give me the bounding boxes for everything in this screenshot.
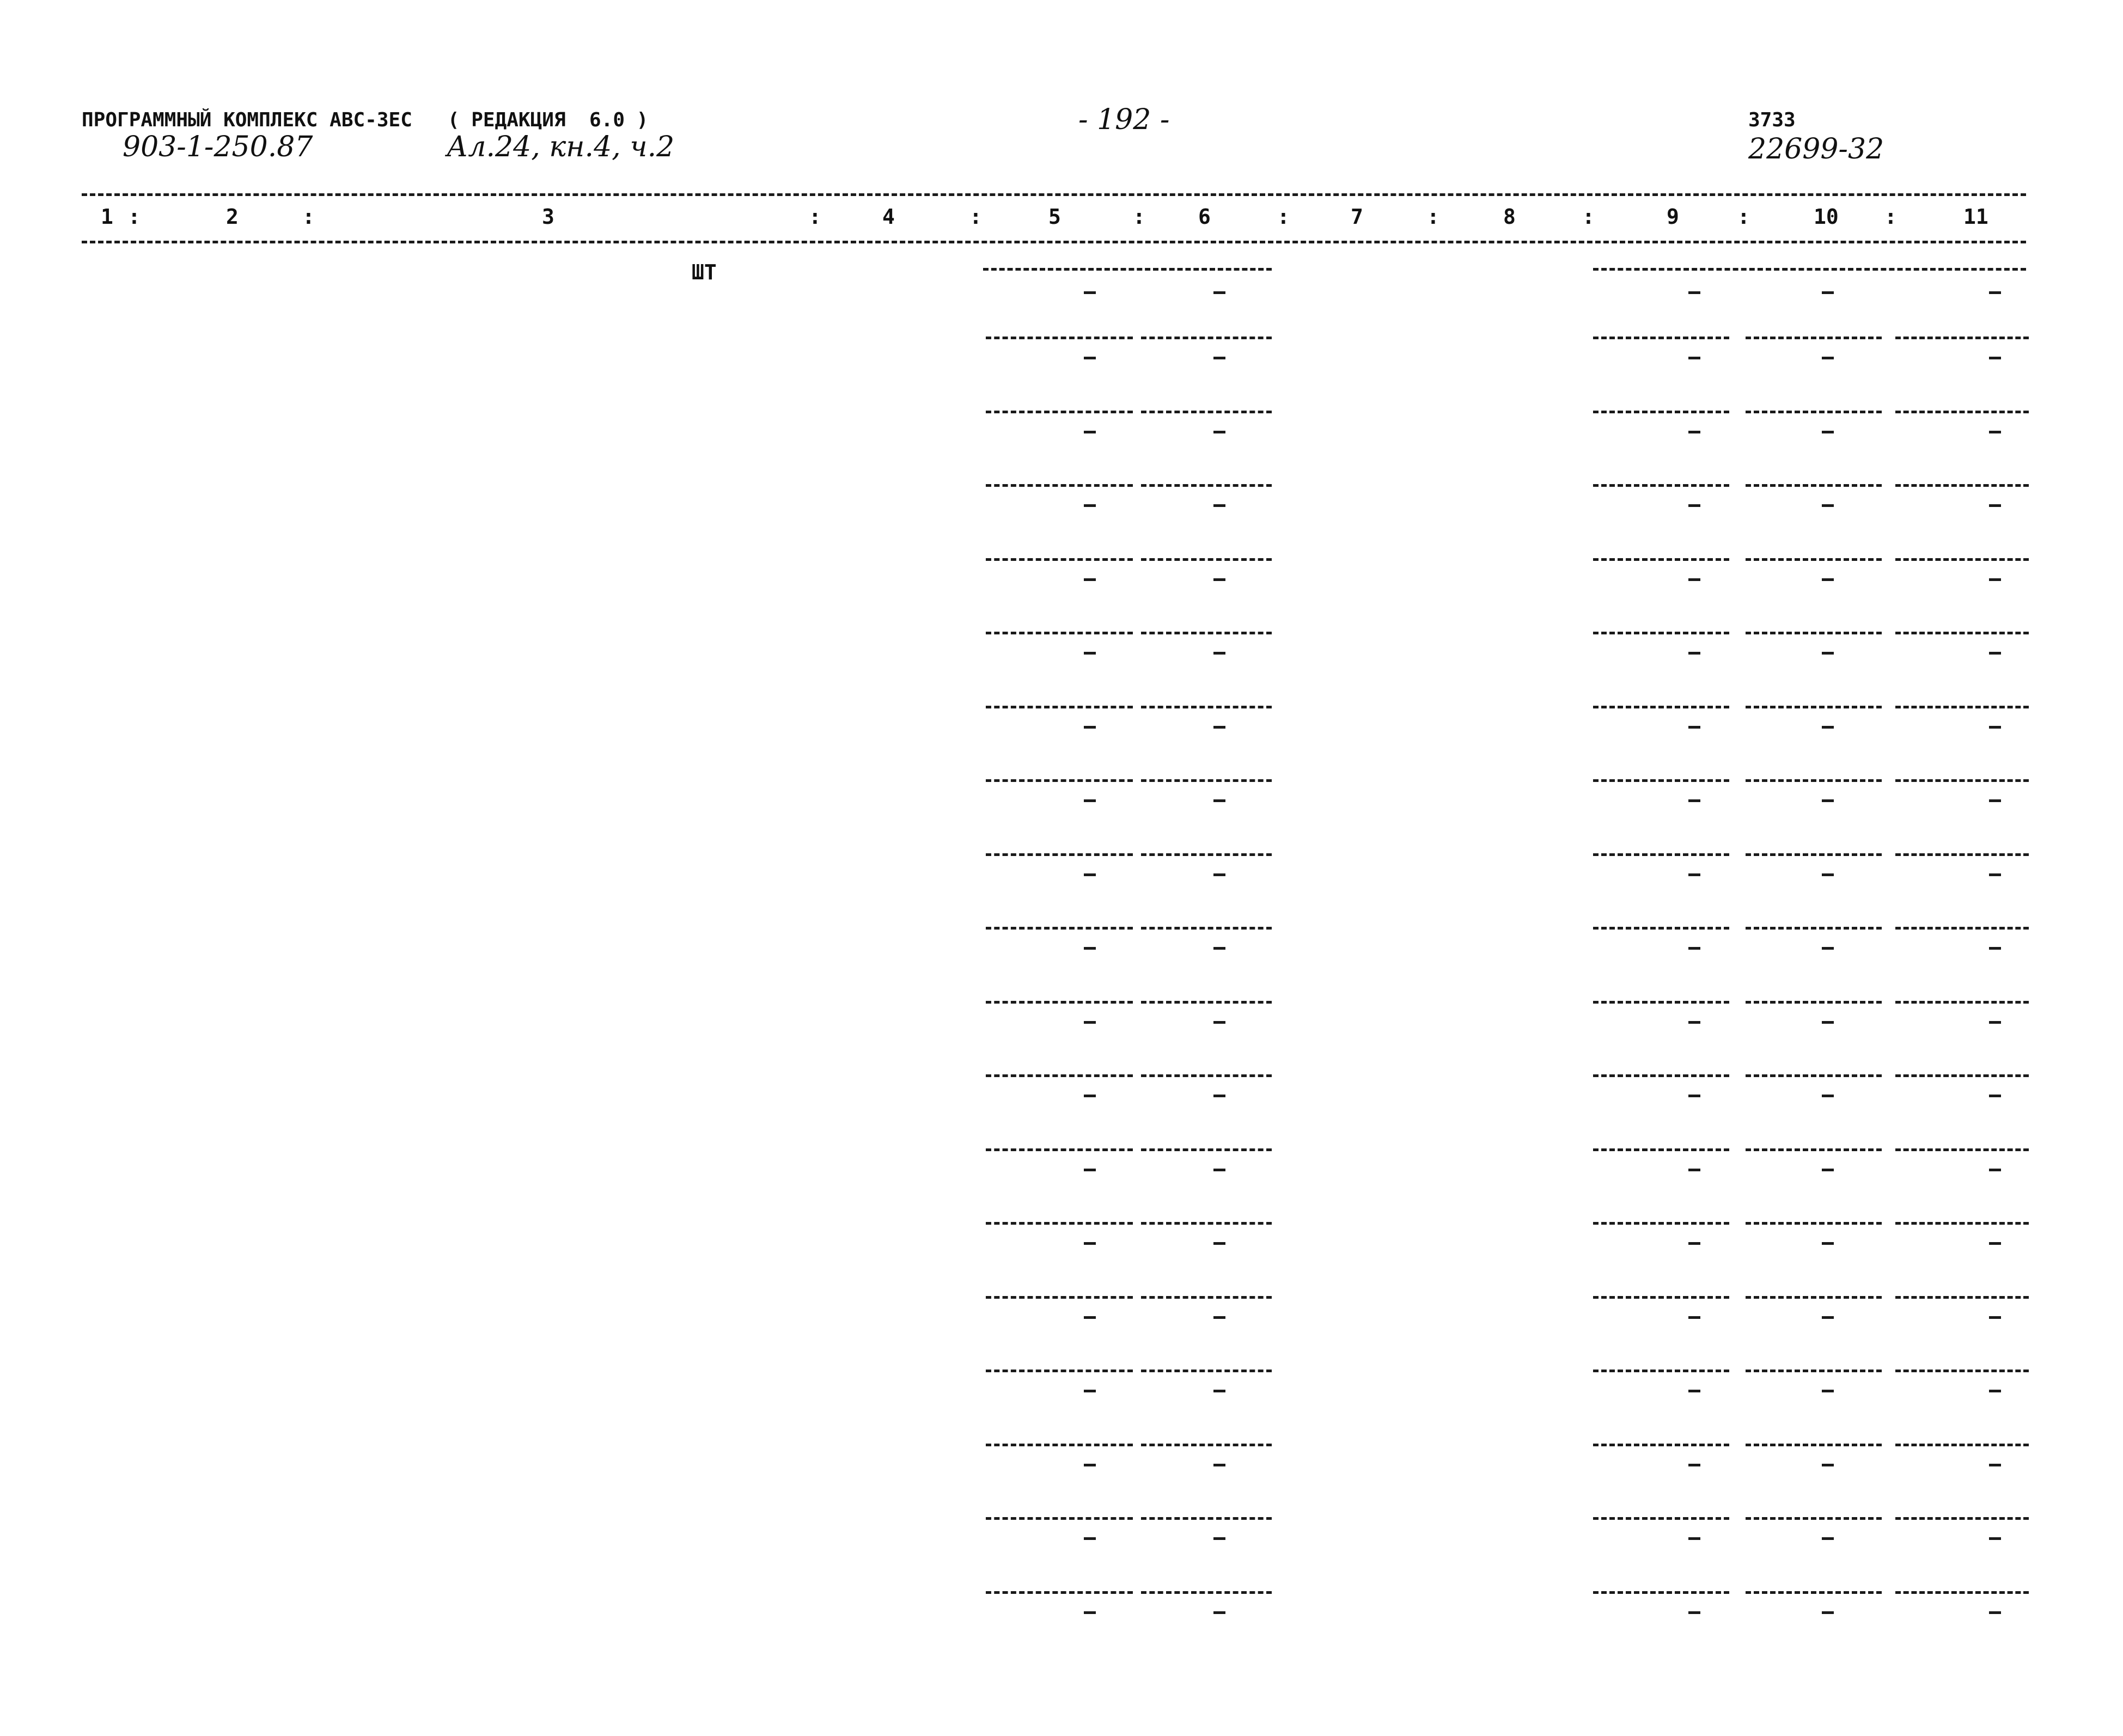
column-separator: : [809, 205, 821, 229]
row-separator-col5 [986, 1444, 1133, 1446]
row-placeholder-col5 [1084, 1464, 1096, 1466]
project-number: 903-1-250.87 [123, 131, 313, 163]
row-separator-col11 [1895, 1296, 2029, 1299]
row-separator-col9 [1593, 1296, 1729, 1299]
row-placeholder-col5 [1084, 578, 1096, 581]
row-separator-col5 [986, 706, 1133, 708]
row-placeholder-col9 [1688, 1464, 1700, 1466]
row-placeholder-col6 [1213, 578, 1225, 581]
row-placeholder-col10 [1822, 1537, 1834, 1540]
row-separator-col10 [1746, 632, 1882, 634]
row-placeholder-col6 [1213, 1095, 1225, 1097]
column-separator: : [1737, 205, 1750, 229]
row-separator-col10 [1746, 1222, 1882, 1225]
header-rule-bottom [82, 241, 2026, 243]
row-separator-col11 [1895, 1001, 2029, 1004]
row-separator-col11 [1895, 853, 2029, 856]
top-unit: ШТ [692, 260, 717, 284]
row-separator-col6 [1141, 706, 1272, 708]
row-separator-col11 [1895, 779, 2029, 782]
column-header-4: 4 [882, 205, 895, 229]
row-placeholder-col11 [1989, 1611, 2001, 1614]
row-placeholder-col9 [1688, 799, 1700, 802]
row-separator-col6 [1141, 1148, 1272, 1151]
row-placeholder-col6 [1213, 1316, 1225, 1319]
column-separator: : [1427, 205, 1439, 229]
row-separator-col9 [1593, 1370, 1729, 1372]
row-separator-col11 [1895, 337, 2029, 339]
row-placeholder-col6 [1213, 726, 1225, 729]
column-header-1: 1 [101, 205, 113, 229]
row-placeholder-col6 [1213, 1537, 1225, 1540]
top-placeholder-col11 [1989, 291, 2001, 294]
row-placeholder-col9 [1688, 947, 1700, 950]
row-separator-col5 [986, 337, 1133, 339]
row-placeholder-col5 [1084, 799, 1096, 802]
row-placeholder-col11 [1989, 504, 2001, 507]
row-placeholder-col11 [1989, 726, 2001, 729]
row-placeholder-col9 [1688, 1021, 1700, 1024]
row-placeholder-col5 [1084, 357, 1096, 359]
row-placeholder-col11 [1989, 799, 2001, 802]
row-placeholder-col6 [1213, 1390, 1225, 1392]
program-title: ПРОГРАММНЫЙ КОМПЛЕКС АВС-3ЕС ( РЕДАКЦИЯ 6.0 ) [82, 109, 649, 131]
top-separator-5-6 [983, 268, 1272, 271]
row-separator-col5 [986, 558, 1133, 561]
row-separator-col5 [986, 1517, 1133, 1520]
row-separator-col5 [986, 1001, 1133, 1004]
row-placeholder-col5 [1084, 1021, 1096, 1024]
row-separator-col6 [1141, 558, 1272, 561]
top-placeholder-col6 [1213, 291, 1225, 294]
page-number: - 192 - [1078, 103, 1170, 136]
row-separator-col5 [986, 1296, 1133, 1299]
row-separator-col9 [1593, 1591, 1729, 1594]
row-separator-col5 [986, 484, 1133, 487]
row-placeholder-col10 [1822, 504, 1834, 507]
row-placeholder-col6 [1213, 504, 1225, 507]
row-placeholder-col9 [1688, 1390, 1700, 1392]
top-separator-9-11 [1593, 268, 2026, 271]
row-placeholder-col11 [1989, 431, 2001, 433]
row-separator-col11 [1895, 1591, 2029, 1594]
row-placeholder-col10 [1822, 799, 1834, 802]
row-placeholder-col9 [1688, 652, 1700, 655]
column-header-10: 10 [1814, 205, 1839, 229]
row-placeholder-col10 [1822, 726, 1834, 729]
column-header-5: 5 [1048, 205, 1061, 229]
row-separator-col10 [1746, 1296, 1882, 1299]
row-placeholder-col5 [1084, 947, 1096, 950]
column-separator: : [1133, 205, 1145, 229]
row-placeholder-col10 [1822, 1021, 1834, 1024]
row-separator-col10 [1746, 779, 1882, 782]
row-separator-col6 [1141, 484, 1272, 487]
row-placeholder-col11 [1989, 1316, 2001, 1319]
row-placeholder-col10 [1822, 947, 1834, 950]
row-separator-col9 [1593, 411, 1729, 413]
row-placeholder-col11 [1989, 947, 2001, 950]
row-separator-col6 [1141, 1001, 1272, 1004]
row-placeholder-col10 [1822, 357, 1834, 359]
row-placeholder-col9 [1688, 431, 1700, 433]
row-separator-col9 [1593, 706, 1729, 708]
column-separator: : [128, 205, 141, 229]
row-placeholder-col10 [1822, 1390, 1834, 1392]
row-separator-col5 [986, 411, 1133, 413]
top-placeholder-col10 [1822, 291, 1834, 294]
row-separator-col5 [986, 1222, 1133, 1225]
row-placeholder-col10 [1822, 578, 1834, 581]
doc-code: 3733 [1748, 109, 1796, 131]
row-separator-col10 [1746, 927, 1882, 930]
column-header-11: 11 [1963, 205, 1988, 229]
row-placeholder-col11 [1989, 1095, 2001, 1097]
row-separator-col10 [1746, 411, 1882, 413]
row-separator-col11 [1895, 411, 2029, 413]
row-separator-col11 [1895, 1074, 2029, 1077]
top-placeholder-col5 [1084, 291, 1096, 294]
row-placeholder-col10 [1822, 1464, 1834, 1466]
row-placeholder-col11 [1989, 1242, 2001, 1245]
row-placeholder-col6 [1213, 1611, 1225, 1614]
row-separator-col6 [1141, 1370, 1272, 1372]
row-placeholder-col10 [1822, 873, 1834, 876]
row-placeholder-col10 [1822, 1169, 1834, 1171]
row-placeholder-col5 [1084, 1390, 1096, 1392]
row-separator-col5 [986, 1591, 1133, 1594]
row-placeholder-col11 [1989, 1464, 2001, 1466]
row-placeholder-col9 [1688, 578, 1700, 581]
row-placeholder-col6 [1213, 1169, 1225, 1171]
row-placeholder-col9 [1688, 1611, 1700, 1614]
row-separator-col10 [1746, 337, 1882, 339]
row-separator-col5 [986, 853, 1133, 856]
row-placeholder-col9 [1688, 1316, 1700, 1319]
row-placeholder-col9 [1688, 1242, 1700, 1245]
row-separator-col6 [1141, 632, 1272, 634]
row-separator-col6 [1141, 1591, 1272, 1594]
row-separator-col6 [1141, 1296, 1272, 1299]
row-separator-col6 [1141, 337, 1272, 339]
row-placeholder-col9 [1688, 357, 1700, 359]
row-placeholder-col10 [1822, 1611, 1834, 1614]
column-separator: : [1582, 205, 1595, 229]
row-separator-col10 [1746, 484, 1882, 487]
row-placeholder-col11 [1989, 1169, 2001, 1171]
row-separator-col6 [1141, 853, 1272, 856]
column-separator: : [1277, 205, 1290, 229]
row-separator-col9 [1593, 1148, 1729, 1151]
row-separator-col9 [1593, 1222, 1729, 1225]
row-separator-col9 [1593, 779, 1729, 782]
row-placeholder-col5 [1084, 1242, 1096, 1245]
top-placeholder-col9 [1688, 291, 1700, 294]
row-separator-col9 [1593, 853, 1729, 856]
row-separator-col10 [1746, 853, 1882, 856]
row-placeholder-col10 [1822, 652, 1834, 655]
column-header-2: 2 [226, 205, 239, 229]
row-separator-col9 [1593, 558, 1729, 561]
row-separator-col5 [986, 632, 1133, 634]
row-separator-col6 [1141, 1517, 1272, 1520]
row-placeholder-col11 [1989, 1537, 2001, 1540]
row-placeholder-col6 [1213, 357, 1225, 359]
album-reference: Ал.24, кн.4, ч.2 [447, 131, 675, 163]
row-placeholder-col11 [1989, 357, 2001, 359]
row-separator-col6 [1141, 1222, 1272, 1225]
row-placeholder-col9 [1688, 1537, 1700, 1540]
row-separator-col6 [1141, 1074, 1272, 1077]
row-separator-col9 [1593, 927, 1729, 930]
row-separator-col5 [986, 927, 1133, 930]
row-separator-col9 [1593, 1444, 1729, 1446]
row-placeholder-col5 [1084, 1537, 1096, 1540]
row-placeholder-col6 [1213, 873, 1225, 876]
doc-number: 22699-32 [1748, 133, 1884, 166]
row-separator-col11 [1895, 1222, 2029, 1225]
row-placeholder-col5 [1084, 1611, 1096, 1614]
row-separator-col10 [1746, 1001, 1882, 1004]
row-separator-col9 [1593, 632, 1729, 634]
column-header-6: 6 [1198, 205, 1211, 229]
row-placeholder-col6 [1213, 1021, 1225, 1024]
row-placeholder-col9 [1688, 1095, 1700, 1097]
row-separator-col6 [1141, 411, 1272, 413]
row-placeholder-col5 [1084, 652, 1096, 655]
row-separator-col11 [1895, 484, 2029, 487]
row-separator-col11 [1895, 632, 2029, 634]
row-separator-col11 [1895, 558, 2029, 561]
row-placeholder-col10 [1822, 431, 1834, 433]
row-placeholder-col11 [1989, 578, 2001, 581]
row-placeholder-col5 [1084, 431, 1096, 433]
row-placeholder-col5 [1084, 726, 1096, 729]
row-placeholder-col6 [1213, 1464, 1225, 1466]
row-separator-col5 [986, 1148, 1133, 1151]
row-separator-col10 [1746, 706, 1882, 708]
row-separator-col6 [1141, 1444, 1272, 1446]
column-header-3: 3 [542, 205, 554, 229]
row-placeholder-col9 [1688, 1169, 1700, 1171]
row-placeholder-col9 [1688, 726, 1700, 729]
row-placeholder-col9 [1688, 873, 1700, 876]
row-placeholder-col11 [1989, 873, 2001, 876]
row-separator-col10 [1746, 1074, 1882, 1077]
row-placeholder-col6 [1213, 799, 1225, 802]
row-separator-col10 [1746, 1591, 1882, 1594]
row-separator-col9 [1593, 337, 1729, 339]
column-header-9: 9 [1667, 205, 1679, 229]
row-separator-col9 [1593, 1001, 1729, 1004]
row-placeholder-col6 [1213, 652, 1225, 655]
row-placeholder-col5 [1084, 1095, 1096, 1097]
row-separator-col10 [1746, 558, 1882, 561]
row-placeholder-col10 [1822, 1095, 1834, 1097]
row-separator-col9 [1593, 1517, 1729, 1520]
row-separator-col5 [986, 1074, 1133, 1077]
row-separator-col11 [1895, 706, 2029, 708]
row-separator-col10 [1746, 1370, 1882, 1372]
row-placeholder-col5 [1084, 504, 1096, 507]
row-separator-col5 [986, 1370, 1133, 1372]
row-separator-col11 [1895, 1517, 2029, 1520]
row-placeholder-col9 [1688, 504, 1700, 507]
row-separator-col11 [1895, 927, 2029, 930]
row-placeholder-col11 [1989, 652, 2001, 655]
column-separator: : [969, 205, 982, 229]
row-placeholder-col6 [1213, 431, 1225, 433]
row-placeholder-col6 [1213, 1242, 1225, 1245]
row-separator-col6 [1141, 927, 1272, 930]
row-separator-col5 [986, 779, 1133, 782]
header-rule-top [82, 193, 2026, 196]
row-separator-col11 [1895, 1370, 2029, 1372]
row-placeholder-col10 [1822, 1242, 1834, 1245]
row-separator-col9 [1593, 1074, 1729, 1077]
row-separator-col9 [1593, 484, 1729, 487]
row-separator-col11 [1895, 1444, 2029, 1446]
row-placeholder-col11 [1989, 1390, 2001, 1392]
row-separator-col6 [1141, 779, 1272, 782]
row-placeholder-col5 [1084, 1316, 1096, 1319]
row-separator-col10 [1746, 1148, 1882, 1151]
row-placeholder-col6 [1213, 947, 1225, 950]
column-header-8: 8 [1503, 205, 1516, 229]
row-separator-col10 [1746, 1517, 1882, 1520]
row-separator-col11 [1895, 1148, 2029, 1151]
column-separator: : [1884, 205, 1897, 229]
row-placeholder-col5 [1084, 873, 1096, 876]
row-placeholder-col5 [1084, 1169, 1096, 1171]
column-separator: : [302, 205, 315, 229]
row-placeholder-col11 [1989, 1021, 2001, 1024]
row-placeholder-col10 [1822, 1316, 1834, 1319]
column-header-7: 7 [1351, 205, 1363, 229]
row-separator-col10 [1746, 1444, 1882, 1446]
